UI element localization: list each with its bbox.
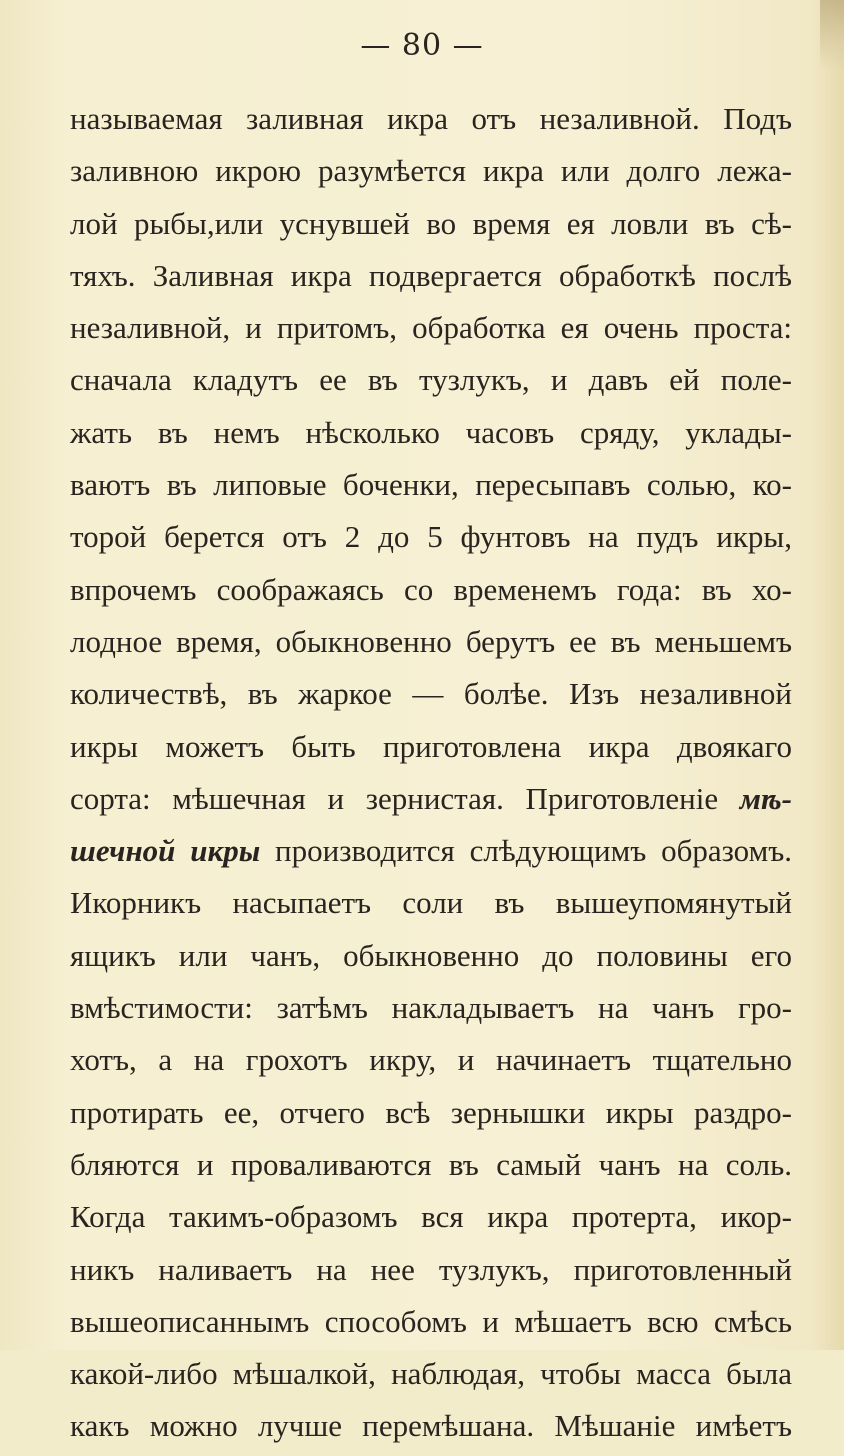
text-line: заливною икрою разумѣется икра или долго лежа- [70,153,792,189]
text-line: какъ можно лучше перемѣшана. Мѣшаніе имѣетъ [70,1408,792,1444]
text-line: жать въ немъ нѣсколько часовъ сряду, уклады- [70,414,792,450]
body-text [70,96,792,1456]
text-line: тяхъ. Заливная икра подвергается обработкѣ послѣ [70,257,792,293]
text-line: незаливной, и притомъ, обработка ея очень проста: [70,310,792,346]
text-line: Когда такимъ-образомъ вся икра протерта, икор- [70,1199,792,1235]
text-line: лой рыбы,или уснувшей во время ея ловли въ сѣ- [70,205,792,241]
text-line: ваютъ въ липовые боченки, пересыпавъ солью, ко- [70,467,792,503]
text-line: торой берется отъ 2 до 5 фунтовъ на пудъ икры, [70,519,793,555]
text-line: сначала кладутъ ее въ тузлукъ, и давъ ей поле- [70,362,792,398]
text-line: шечной икры производится слѣдующимъ образомъ. [70,833,792,869]
text-line: сорта: мѣшечная и зернистая. Приготовленіе мѣ- [70,780,792,816]
text-line: лодное время, обыкновенно берутъ ее въ меньшемъ [70,623,792,659]
text-line: вышеописаннымъ способомъ и мѣшаетъ всю смѣсь [70,1303,792,1339]
text-line: количествѣ, въ жаркое — болѣе. Изъ незаливной [70,676,792,712]
text-line: какой-либо мѣшалкой, наблюдая, чтобы масса была [70,1356,793,1392]
text-line: называемая заливная икра отъ незаливной. Подъ [70,101,792,136]
text-line: впрочемъ соображаясь со временемъ года: въ хо- [70,571,792,607]
text-line: вмѣстимости: затѣмъ накладываетъ на чанъ гро- [70,990,792,1026]
italic-term: мѣ- [739,780,792,816]
text-line: бляются и проваливаются въ самый чанъ на соль. [70,1146,792,1182]
text-line: ящикъ или чанъ, обыкновенно до половины его [70,937,792,973]
text-line: Икорникъ насыпаетъ соли въ вышеупомянутый [70,885,792,921]
italic-term: шечной икры [70,833,261,869]
text-line: хотъ, а на грохотъ икру, и начинаетъ тщательно [70,1042,792,1078]
text-line: икры можетъ быть приготовлена икра двоякаго [70,728,793,764]
text-line: протирать ее, отчего всѣ зернышки икры раздро- [70,1094,792,1130]
page-number: — 80 — [360,28,484,63]
text-line: никъ наливаетъ на нее тузлукъ, приготовленный [70,1251,792,1287]
